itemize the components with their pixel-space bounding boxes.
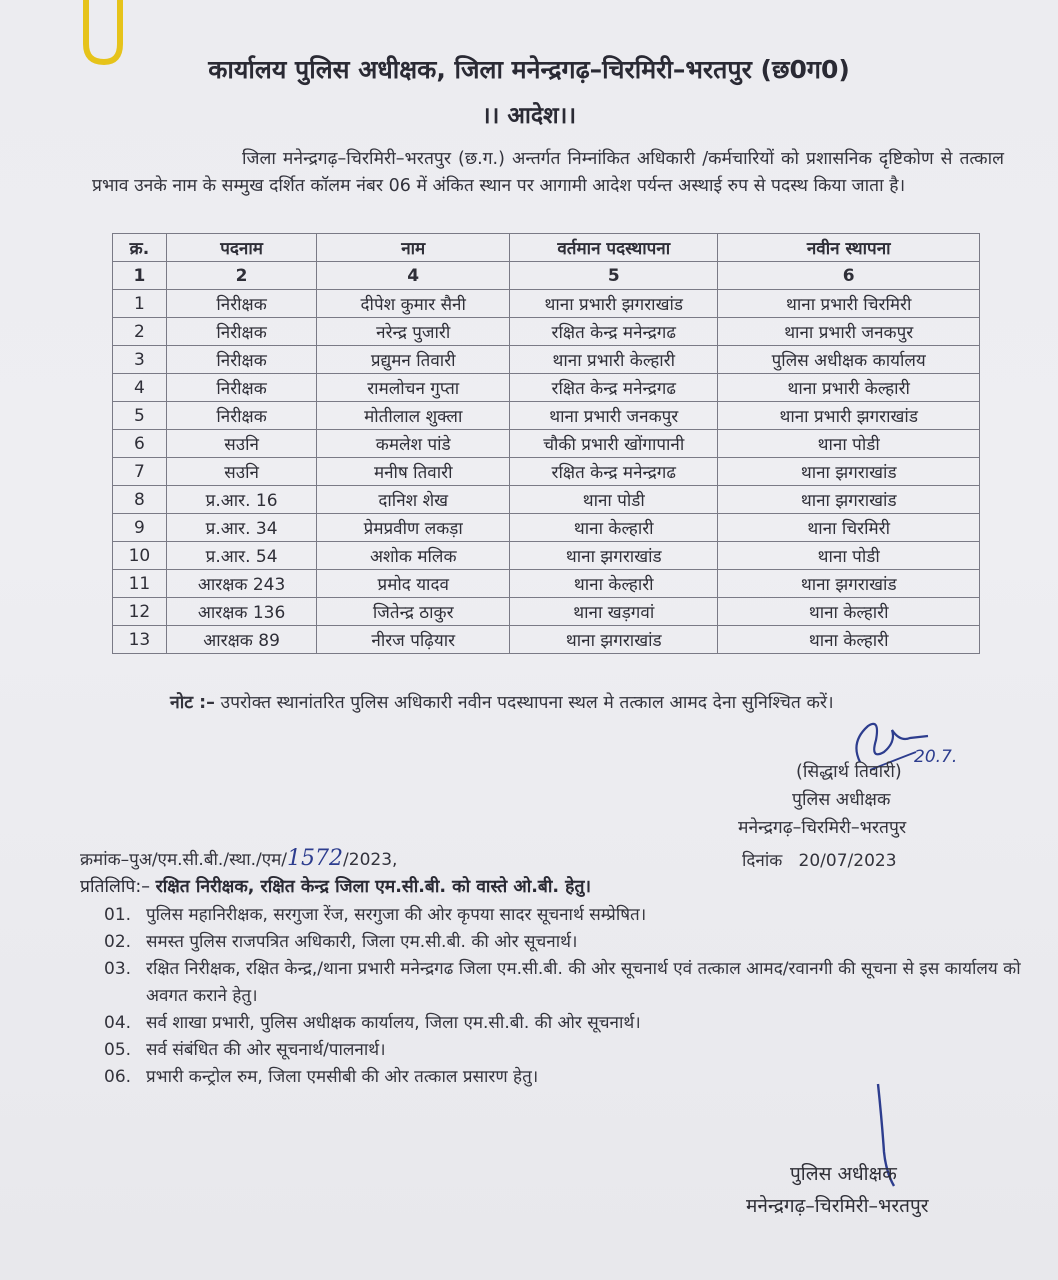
header-post: पदनाम	[166, 234, 317, 262]
cell-current-posting: थाना झगराखांड	[510, 542, 718, 570]
cell-post: निरीक्षक	[166, 318, 317, 346]
copy-to-label: प्रतिलिपि:–	[80, 877, 150, 897]
cell-post: आरक्षक 89	[166, 626, 317, 654]
note-label: नोट :–	[170, 693, 215, 713]
cell-current-posting: रक्षित केन्द्र मनेन्द्रगढ	[510, 374, 718, 402]
cell-name: अशोक मलिक	[317, 542, 510, 570]
signature-date: 20.7.	[914, 747, 958, 767]
signatory-district: मनेन्द्रगढ़–चिरमिरी–भरतपुर	[738, 818, 907, 838]
signatory-bottom-designation: पुलिस अधीक्षक	[790, 1163, 897, 1185]
cell-current-posting: थाना खड़गवां	[510, 598, 718, 626]
transfer-table	[112, 233, 980, 654]
cell-post: निरीक्षक	[166, 402, 317, 430]
cell-post: निरीक्षक	[166, 290, 317, 318]
column-number: 4	[317, 262, 510, 290]
cell-post: प्र.आर. 54	[166, 542, 317, 570]
cell-new-posting: थाना चिरमिरी	[718, 514, 980, 542]
copy-to-item	[104, 929, 1024, 956]
intro-text: जिला मनेन्द्रगढ़–चिरमिरी–भरतपुर (छ.ग.) अन्तर्गत निम्नांकित अधिकारी /कर्मचारियों को प्रशासनिक दृष्टिकोण से तत्काल प्रभाव उनके नाम के सम्मुख दर्शित कॉलम नंबर 06 में अंकित स्थान पर आगामी आदेश पर्यन्त अस्थाई रुप से पदस्थ किया जाता है।	[92, 149, 1004, 196]
copy-to-item-number: 02.	[104, 932, 132, 952]
cell-sr: 8	[113, 486, 167, 514]
intro-paragraph	[92, 146, 1004, 200]
cell-sr: 4	[113, 374, 167, 402]
cell-current-posting: रक्षित केन्द्र मनेन्द्रगढ	[510, 458, 718, 486]
cell-new-posting: थाना प्रभारी चिरमिरी	[718, 290, 980, 318]
cell-new-posting: थाना प्रभारी केल्हारी	[718, 374, 980, 402]
table-row	[113, 402, 980, 430]
copy-to-list	[104, 902, 1024, 1091]
cell-current-posting: थाना केल्हारी	[510, 570, 718, 598]
table-row	[113, 486, 980, 514]
copy-to-item-number: 01.	[104, 905, 132, 925]
cell-current-posting: थाना पोडी	[510, 486, 718, 514]
cell-name: जितेन्द्र ठाकुर	[317, 598, 510, 626]
table-row	[113, 346, 980, 374]
cell-current-posting: थाना प्रभारी झगराखांड	[510, 290, 718, 318]
copy-to-item-text: पुलिस महानिरीक्षक, सरगुजा रेंज, सरगुजा की ओर कृपया सादर सूचनार्थ सम्प्रेषित।	[146, 905, 647, 925]
cell-name: रामलोचन गुप्ता	[317, 374, 510, 402]
table-row	[113, 542, 980, 570]
cell-new-posting: थाना झगराखांड	[718, 570, 980, 598]
cell-sr: 9	[113, 514, 167, 542]
cell-current-posting: रक्षित केन्द्र मनेन्द्रगढ	[510, 318, 718, 346]
signatory-name: (सिद्धार्थ तिवारी)	[796, 762, 902, 782]
order-date	[742, 848, 897, 871]
table-row	[113, 318, 980, 346]
cell-post: सउनि	[166, 430, 317, 458]
cell-sr: 10	[113, 542, 167, 570]
cell-post: निरीक्षक	[166, 346, 317, 374]
order-heading: ।। आदेश।।	[481, 103, 577, 129]
table-header-row	[113, 234, 980, 262]
copy-to-item-text: प्रभारी कन्ट्रोल रुम, जिला एमसीबी की ओर तत्काल प्रसारण हेतु।	[146, 1067, 539, 1087]
table-row	[113, 458, 980, 486]
table-row	[113, 514, 980, 542]
copy-to-item-number: 04.	[104, 1013, 132, 1033]
cell-sr: 2	[113, 318, 167, 346]
signatory-bottom-block	[746, 1158, 1026, 1222]
cell-new-posting: थाना पोडी	[718, 430, 980, 458]
header-sr: क्र.	[113, 234, 167, 262]
signatory-designation: पुलिस अधीक्षक	[792, 790, 891, 810]
copy-to-main: रक्षित निरीक्षक, रक्षित केन्द्र जिला एम.सी.बी. को वास्ते ओ.बी. हेतु।	[155, 877, 592, 897]
header-current-posting: वर्तमान पदस्थापना	[510, 234, 718, 262]
cell-sr: 13	[113, 626, 167, 654]
copy-to-item-text: सर्व संबंधित की ओर सूचनार्थ/पालनार्थ।	[146, 1040, 386, 1060]
cell-current-posting: थाना प्रभारी केल्हारी	[510, 346, 718, 374]
signatory-bottom-district: मनेन्द्रगढ़–चिरमिरी–भरतपुर	[746, 1195, 929, 1217]
table-row	[113, 570, 980, 598]
copy-to-item-number: 03.	[104, 959, 132, 979]
column-number: 5	[510, 262, 718, 290]
copy-to-line	[80, 874, 591, 898]
table-row	[113, 430, 980, 458]
cell-name: मोतीलाल शुक्ला	[317, 402, 510, 430]
cell-current-posting: थाना प्रभारी जनकपुर	[510, 402, 718, 430]
copy-to-item-text: रक्षित निरीक्षक, रक्षित केन्द्र,/थाना प्रभारी मनेन्द्रगढ जिला एम.सी.बी. की ओर सूचनार्थ एवं तत्काल आमद/रवानगी की सूचना से इस कार्यालय को अवगत कराने हेतु।	[146, 959, 1021, 1006]
reference-number	[80, 846, 397, 871]
date-value: 20/07/2023	[798, 851, 897, 871]
cell-sr: 12	[113, 598, 167, 626]
office-title: कार्यालय पुलिस अधीक्षक, जिला मनेन्द्रगढ़–चिरमिरी–भरतपुर (छ0ग0)	[208, 55, 850, 84]
copy-to-item-number: 05.	[104, 1040, 132, 1060]
cell-post: आरक्षक 243	[166, 570, 317, 598]
table-row	[113, 290, 980, 318]
copy-to-item	[104, 902, 1024, 929]
table-row	[113, 626, 980, 654]
cell-name: प्रद्युमन तिवारी	[317, 346, 510, 374]
cell-new-posting: थाना झगराखांड	[718, 458, 980, 486]
cell-new-posting: पुलिस अधीक्षक कार्यालय	[718, 346, 980, 374]
cell-post: निरीक्षक	[166, 374, 317, 402]
cell-sr: 1	[113, 290, 167, 318]
header-new-posting: नवीन स्थापना	[718, 234, 980, 262]
cell-sr: 11	[113, 570, 167, 598]
copy-to-item	[104, 956, 1024, 1010]
reference-prefix: क्रमांक–पुअ/एम.सी.बी./स्था./एम/	[80, 850, 288, 870]
cell-name: प्रमोद यादव	[317, 570, 510, 598]
cell-new-posting: थाना केल्हारी	[718, 598, 980, 626]
cell-sr: 6	[113, 430, 167, 458]
cell-sr: 5	[113, 402, 167, 430]
cell-post: प्र.आर. 34	[166, 514, 317, 542]
reference-year: /2023,	[343, 850, 398, 870]
copy-to-item-text: सर्व शाखा प्रभारी, पुलिस अधीक्षक कार्यालय, जिला एम.सी.बी. की ओर सूचनार्थ।	[146, 1013, 641, 1033]
cell-name: नीरज पढ़ियार	[317, 626, 510, 654]
cell-current-posting: चौकी प्रभारी खोंगापानी	[510, 430, 718, 458]
cell-post: आरक्षक 136	[166, 598, 317, 626]
column-number: 1	[113, 262, 167, 290]
copy-to-item	[104, 1037, 1024, 1064]
cell-post: प्र.आर. 16	[166, 486, 317, 514]
header-name: नाम	[317, 234, 510, 262]
column-number: 2	[166, 262, 317, 290]
cell-sr: 7	[113, 458, 167, 486]
cell-post: सउनि	[166, 458, 317, 486]
table-row	[113, 374, 980, 402]
cell-name: कमलेश पांडे	[317, 430, 510, 458]
cell-new-posting: थाना पोडी	[718, 542, 980, 570]
copy-to-item-text: समस्त पुलिस राजपत्रित अधिकारी, जिला एम.सी.बी. की ओर सूचनार्थ।	[146, 932, 578, 952]
cell-new-posting: थाना प्रभारी जनकपुर	[718, 318, 980, 346]
copy-to-item-number: 06.	[104, 1067, 132, 1087]
column-number-row	[113, 262, 980, 290]
cell-name: दीपेश कुमार सैनी	[317, 290, 510, 318]
cell-current-posting: थाना केल्हारी	[510, 514, 718, 542]
reference-handwritten-number: 1572	[287, 846, 344, 871]
cell-name: प्रेमप्रवीण लकड़ा	[317, 514, 510, 542]
cell-new-posting: थाना केल्हारी	[718, 626, 980, 654]
cell-name: मनीष तिवारी	[317, 458, 510, 486]
note-text: उपरोक्त स्थानांतरित पुलिस अधिकारी नवीन पदस्थापना स्थल मे तत्काल आमद देना सुनिश्चित करें।	[220, 693, 834, 713]
table-row	[113, 598, 980, 626]
copy-to-item	[104, 1010, 1024, 1037]
date-label: दिनांक	[742, 851, 783, 871]
cell-new-posting: थाना प्रभारी झगराखांड	[718, 402, 980, 430]
cell-current-posting: थाना झगराखांड	[510, 626, 718, 654]
cell-sr: 3	[113, 346, 167, 374]
cell-name: नरेन्द्र पुजारी	[317, 318, 510, 346]
cell-name: दानिश शेख	[317, 486, 510, 514]
signatory-top-block	[738, 758, 998, 842]
column-number: 6	[718, 262, 980, 290]
cell-new-posting: थाना झगराखांड	[718, 486, 980, 514]
